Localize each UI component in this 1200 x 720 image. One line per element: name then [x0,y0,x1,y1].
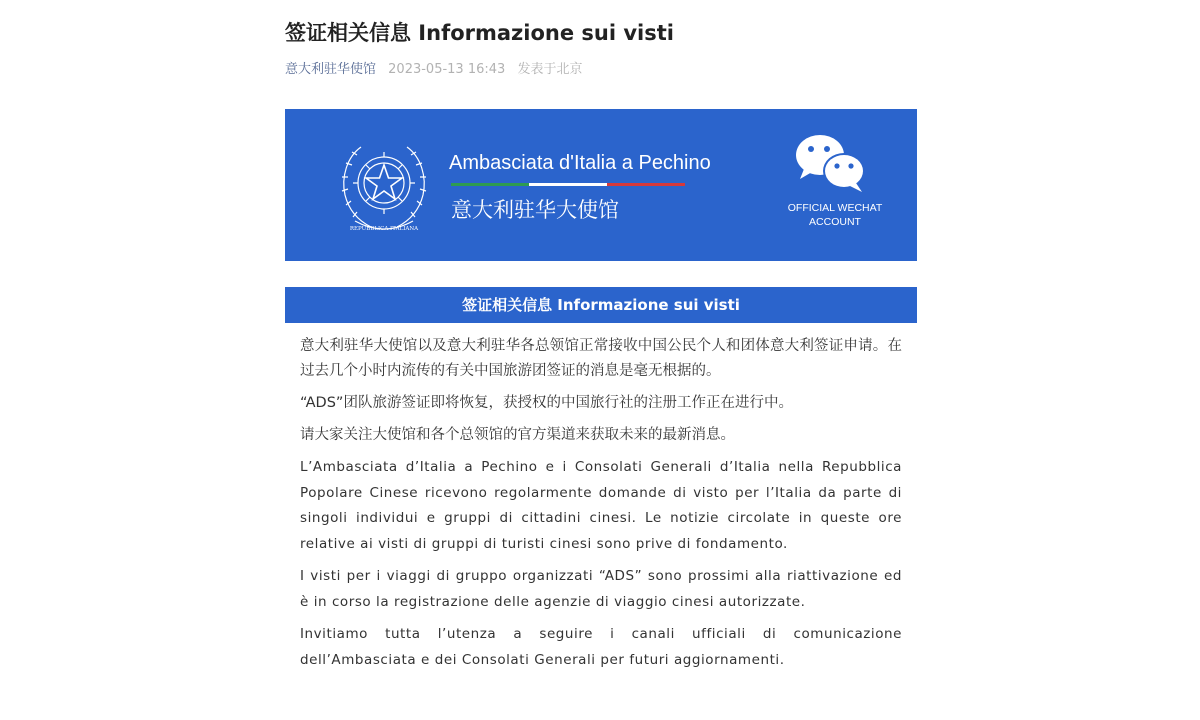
wechat-label-line2: ACCOUNT [809,216,861,228]
wechat-icon [790,131,870,195]
paragraph-cn-2: “ADS”团队旅游签证即将恢复，获授权的中国旅行社的注册工作正在进行中。 [300,395,793,411]
italian-flag-stripe [451,183,685,186]
paragraph-it-3: Invitiamo tutta l’utenza a seguire i canali ufficiali di comunicazione dell’Ambasciata e dei Consolati Generali per futuri aggiornamenti. [300,626,902,668]
article-meta [285,60,582,80]
publish-location: 发表于北京 [517,62,583,77]
section-title-bar: 签证相关信息 Informazione sui visti [285,287,917,323]
embassy-name-chinese: 意大利驻华大使馆 [451,198,619,222]
paragraph-it-2: I visti per i viaggi di gruppo organizzati “ADS” sono prossimi alla riattivazione ed è in corso la registrazione delle agenzie di viaggio cinesi autorizzate. [300,568,902,610]
author-link[interactable]: 意大利驻华使馆 [285,62,377,77]
paragraph-cn-3: 请大家关注大使馆和各个总领馆的官方渠道来获取未来的最新消息。 [300,427,735,443]
embassy-name-italian: Ambasciata d'Italia a Pechino [449,152,711,174]
embassy-banner [285,109,917,261]
wechat-label [773,201,897,229]
flag-white [529,183,607,186]
flag-red [607,183,685,186]
article-title: 签证相关信息 Informazione sui visti [285,21,674,45]
flag-green [451,183,529,186]
article-body [300,334,902,680]
paragraph-it-1: L’Ambasciata d’Italia a Pechino e i Consolati Generali d’Italia nella Repubblica Popolare Cinese ricevono regolarmente domande di visto per l’Italia da parte di singoli individui e gruppi di cittadini cinesi. Le notizie circolate in queste ore relative ai visti di gruppi di turisti cinesi sono prive di fondamento. [300,459,902,552]
article [285,0,917,720]
italian-emblem-icon [337,129,431,239]
paragraph-cn-1: 意大利驻华大使馆以及意大利驻华各总领馆正常接收中国公民个人和团体意大利签证申请。在过去几个小时内流传的有关中国旅游团签证的消息是毫无根据的。 [300,338,902,379]
svg-text:REPUBBLICA ITALIANA: REPUBBLICA ITALIANA [349,226,419,232]
publish-date: 2023-05-13 16:43 [388,62,506,77]
wechat-label-line1: OFFICIAL WECHAT [787,202,883,214]
